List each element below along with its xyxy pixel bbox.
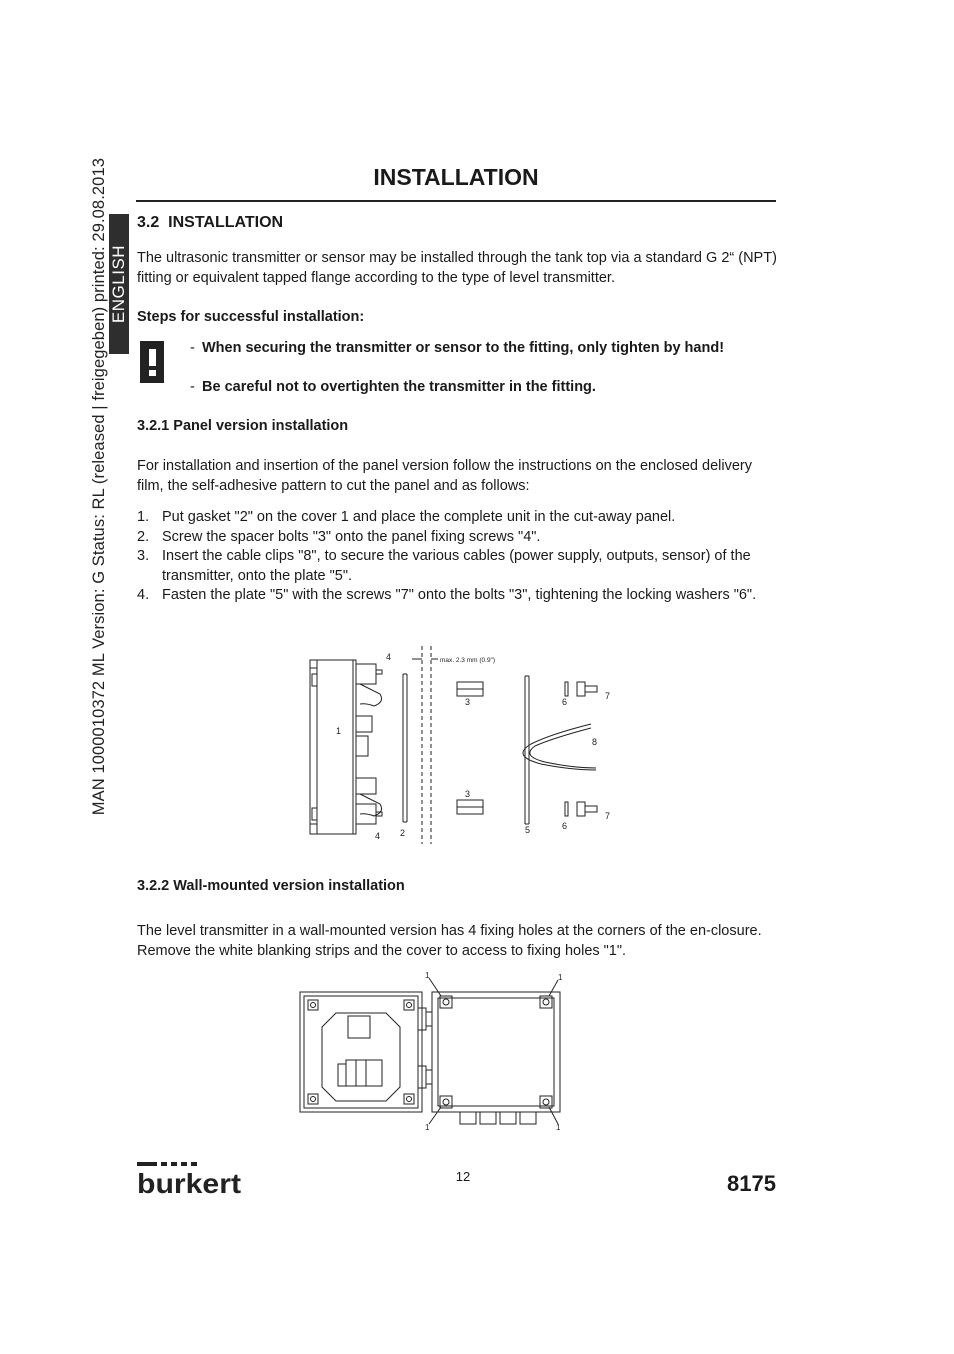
panel-intro-paragraph: For installation and insertion of the panel version follow the instructions on the enclosed delivery film, the self-adhesive pattern to cut the panel and as follows:	[137, 458, 752, 494]
figure-label: 3	[465, 789, 471, 799]
figure-label: 4	[386, 652, 392, 662]
figure-label: 7	[605, 691, 611, 701]
figure-label: 6	[562, 697, 568, 707]
figure-label: 4	[375, 831, 381, 841]
wall-version-heading: 3.2.2 Wall-mounted version installation	[137, 878, 405, 894]
wall-installation-figure	[296, 968, 568, 1136]
brand-name: burkert	[137, 1168, 241, 1196]
language-tab	[109, 214, 129, 354]
warning-1: - When securing the transmitter or sensor to the fitting, only tighten by hand!	[190, 340, 725, 356]
list-item: 4. Fasten the plate "5" with the screws "7" onto the bolts "3", tightening the locking washers "6".	[137, 587, 757, 603]
list-item: 1. Put gasket "2" on the cover 1 and place the complete unit in the cut-away panel.	[137, 509, 676, 525]
list-item: 3. Insert the cable clips "8", to secure the various cables (power supply, outputs, sensor) of the transmitter, onto the plate "5".	[137, 548, 751, 584]
warning-1-text: When securing the transmitter or sensor to the fitting, only tighten by hand!	[202, 340, 725, 356]
intro-paragraph: The ultrasonic transmitter or sensor may be installed through the tank top via a standard G 2“ (NPT) fitting or equivalent tapped flange according to the type of level transmitter.	[137, 250, 777, 286]
language-tab-label: ENGLISH	[109, 244, 128, 324]
figure-label: 3	[465, 697, 471, 707]
section-number: 3.2	[137, 214, 160, 231]
figure-label: 7	[605, 811, 611, 821]
document-id-text: MAN 1000010372 ML Version: G Status: RL (released | freigegeben) printed: 29.08.2013	[90, 158, 108, 816]
section-heading	[137, 214, 283, 232]
page-title: INSTALLATION	[373, 164, 539, 190]
max-gap-label: max. 2.3 mm (0.9")	[440, 657, 496, 664]
document-id-vertical	[88, 158, 110, 880]
figure-label: 1	[556, 1123, 561, 1132]
model-number: 8175	[727, 1171, 776, 1196]
figure-label: 1	[425, 971, 430, 980]
figure-label: 1	[425, 1123, 430, 1132]
warning-icon	[140, 341, 164, 383]
figure-label: 2	[400, 828, 406, 838]
panel-version-heading: 3.2.1 Panel version installation	[137, 418, 349, 434]
warning-2: - Be careful not to overtighten the transmitter in the fitting.	[190, 379, 596, 395]
section-title: INSTALLATION	[168, 214, 284, 231]
list-item: 2. Screw the spacer bolts "3" onto the panel fixing screws "4".	[137, 528, 541, 545]
title-divider	[136, 200, 776, 202]
page-number: 12	[455, 1169, 471, 1184]
warning-2-text: Be careful not to overtighten the transmitter in the fitting.	[202, 379, 596, 395]
steps-heading: Steps for successful installation:	[137, 309, 365, 325]
panel-installation-figure	[300, 644, 620, 850]
figure-label: 5	[525, 825, 531, 835]
burkert-logo	[137, 1160, 243, 1196]
figure-label: 8	[592, 737, 598, 747]
figure-label: 1	[558, 973, 563, 982]
wall-paragraph: The level transmitter in a wall-mounted version has 4 fixing holes at the corners of the en-closure. Remove the white blanking strips and the cover to access to fixing holes "1".	[137, 923, 762, 959]
figure-label: 1	[336, 726, 342, 736]
panel-steps-list	[137, 508, 777, 606]
figure-label: 6	[562, 821, 568, 831]
